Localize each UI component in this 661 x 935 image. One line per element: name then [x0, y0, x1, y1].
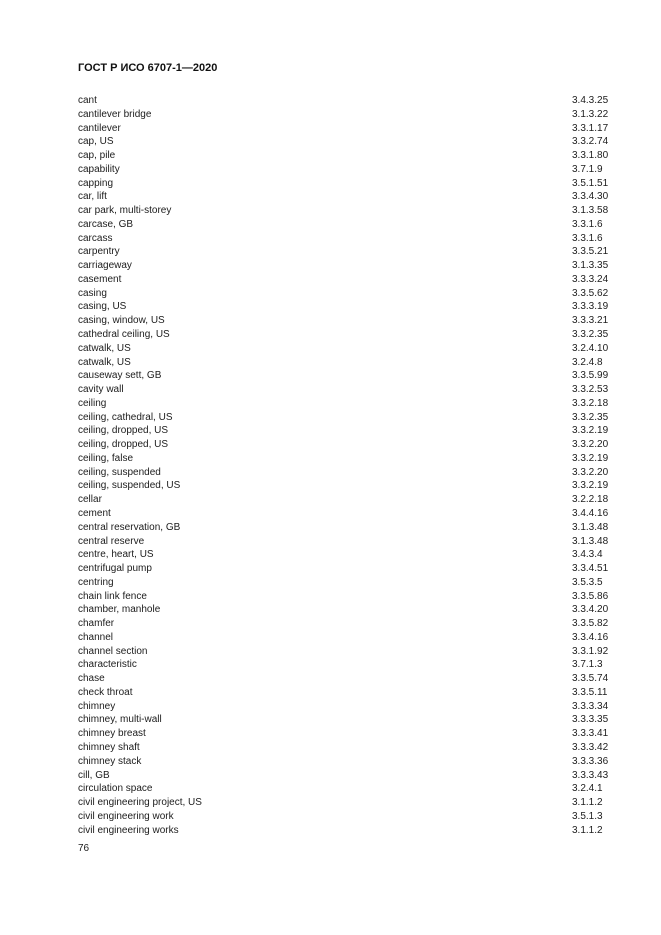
entry-term: capability — [78, 163, 120, 175]
entry-reference-number: 3.3.3.19 — [572, 301, 609, 313]
entry-term: cap, US — [78, 136, 114, 148]
entry-term: car park, multi-storey — [78, 205, 172, 217]
index-entry — [78, 411, 610, 425]
index-entry — [78, 163, 610, 177]
index-entry — [78, 259, 610, 273]
entry-reference-number: 3.3.4.16 — [572, 631, 609, 643]
index-entry — [78, 383, 610, 397]
entry-reference-number: 3.3.3.41 — [572, 728, 609, 740]
index-entry — [78, 273, 610, 287]
index-entry — [78, 328, 610, 342]
entry-reference-number: 3.3.3.35 — [572, 714, 609, 726]
entry-term: circulation space — [78, 783, 153, 795]
index-entry — [78, 218, 610, 232]
entry-reference-number: 3.5.3.5 — [572, 576, 603, 588]
entry-term: carpentry — [78, 246, 120, 258]
entry-term: characteristic — [78, 659, 137, 671]
entry-term: central reserve — [78, 535, 145, 547]
index-entry — [78, 548, 610, 562]
index-entry — [78, 521, 610, 535]
entry-term: casement — [78, 273, 122, 285]
entry-reference-number: 3.3.3.43 — [572, 769, 609, 781]
entry-reference-number: 3.5.1.51 — [572, 177, 609, 189]
entry-term: ceiling, dropped, US — [78, 439, 169, 451]
index-entry — [78, 810, 610, 824]
index-entry — [78, 824, 610, 838]
index-entry — [78, 576, 610, 590]
index-entry — [78, 493, 610, 507]
index-entry — [78, 342, 610, 356]
entry-reference-number: 3.2.4.8 — [572, 356, 603, 368]
entry-reference-number: 3.3.2.19 — [572, 480, 609, 492]
entry-term: cap, pile — [78, 150, 116, 162]
entry-term: ceiling — [78, 397, 107, 409]
index-entry — [78, 727, 610, 741]
entry-reference-number: 3.7.1.3 — [572, 659, 603, 671]
index-entry — [78, 452, 610, 466]
entry-term: centre, heart, US — [78, 549, 154, 561]
entry-reference-number: 3.4.3.4 — [572, 549, 603, 561]
index-entry — [78, 135, 610, 149]
index-entry — [78, 672, 610, 686]
entry-term: chamber, manhole — [78, 604, 161, 616]
index-entry — [78, 603, 610, 617]
entry-reference-number: 3.3.1.92 — [572, 645, 609, 657]
entry-reference-number: 3.3.2.35 — [572, 329, 609, 341]
entry-term: ceiling, suspended, US — [78, 480, 181, 492]
entry-reference-number: 3.7.1.9 — [572, 163, 603, 175]
entry-term: central reservation, GB — [78, 521, 181, 533]
entry-term: civil engineering project, US — [78, 797, 202, 809]
entry-reference-number: 3.3.2.53 — [572, 384, 609, 396]
entry-term: ceiling, false — [78, 452, 134, 464]
index-entry — [78, 741, 610, 755]
entry-reference-number: 3.3.5.86 — [572, 590, 609, 602]
page-number: 76 — [78, 843, 90, 854]
entry-term: civil engineering works — [78, 824, 179, 836]
entry-term: chase — [78, 673, 105, 685]
entry-reference-number: 3.3.3.24 — [572, 273, 609, 285]
entry-term: ceiling, cathedral, US — [78, 411, 173, 423]
entry-term: cellar — [78, 494, 102, 506]
index-entry — [78, 507, 610, 521]
entry-term: channel — [78, 631, 114, 643]
entry-reference-number: 3.3.3.21 — [572, 315, 609, 327]
index-entry — [78, 204, 610, 218]
index-entry — [78, 287, 610, 301]
entry-term: casing, window, US — [78, 315, 165, 327]
entry-term: chimney shaft — [78, 741, 140, 753]
entry-reference-number: 3.5.1.3 — [572, 810, 603, 822]
entry-reference-number: 3.1.3.58 — [572, 205, 609, 217]
entry-reference-number: 3.1.3.48 — [572, 535, 609, 547]
index-entry — [78, 122, 610, 136]
entry-term: causeway sett, GB — [78, 370, 162, 382]
entry-term: chimney, multi-wall — [78, 714, 162, 726]
index-entry — [78, 356, 610, 370]
entry-term: cant — [78, 95, 97, 106]
entry-reference-number: 3.3.2.35 — [572, 411, 609, 423]
entry-reference-number: 3.3.1.6 — [572, 232, 603, 244]
entry-reference-number: 3.3.3.42 — [572, 741, 609, 753]
entry-reference-number: 3.3.3.36 — [572, 755, 609, 767]
entry-reference-number: 3.1.3.22 — [572, 108, 609, 120]
entry-term: chimney breast — [78, 728, 146, 740]
index-entry — [78, 686, 610, 700]
index-entry — [78, 769, 610, 783]
entry-term: carcass — [78, 232, 113, 244]
entry-term: catwalk, US — [78, 356, 131, 368]
entry-term: channel section — [78, 645, 148, 657]
index-entry — [78, 479, 610, 493]
entry-reference-number: 3.3.5.99 — [572, 370, 609, 382]
entry-reference-number: 3.1.3.35 — [572, 260, 609, 272]
index-entry — [78, 535, 610, 549]
index-entry — [78, 782, 610, 796]
entry-term: ceiling, suspended — [78, 466, 161, 478]
entry-reference-number: 3.3.5.74 — [572, 673, 609, 685]
index-entry — [78, 713, 610, 727]
entry-reference-number: 3.2.4.1 — [572, 783, 603, 795]
entry-reference-number: 3.3.5.21 — [572, 246, 609, 258]
entry-term: chimney — [78, 700, 116, 712]
entry-reference-number: 3.3.1.80 — [572, 150, 609, 162]
entry-reference-number: 3.2.2.18 — [572, 494, 609, 506]
entry-term: cantilever — [78, 122, 121, 134]
entry-reference-number: 3.4.4.16 — [572, 507, 609, 519]
entry-term: centrifugal pump — [78, 563, 152, 575]
entry-reference-number: 3.1.1.2 — [572, 824, 603, 836]
index-entry — [78, 149, 610, 163]
entry-term: casing, US — [78, 301, 127, 313]
index-entry — [78, 94, 610, 108]
entry-term: cill, GB — [78, 769, 110, 781]
document-standard-title: ГОСТ Р ИСО 6707-1—2020 — [78, 62, 218, 74]
entry-term: cathedral ceiling, US — [78, 329, 170, 341]
index-entry — [78, 397, 610, 411]
index-entry — [78, 796, 610, 810]
index-entry — [78, 658, 610, 672]
entry-reference-number: 3.3.4.20 — [572, 604, 609, 616]
entry-term: cantilever bridge — [78, 108, 152, 120]
entry-reference-number: 3.3.2.20 — [572, 439, 609, 451]
index-entry — [78, 700, 610, 714]
entry-term: carriageway — [78, 260, 132, 272]
index-entry — [78, 300, 610, 314]
index-entry — [78, 562, 610, 576]
index-entry — [78, 108, 610, 122]
index-entry — [78, 177, 610, 191]
index-entry — [78, 617, 610, 631]
index-entry — [78, 232, 610, 246]
index-entry — [78, 369, 610, 383]
entry-reference-number: 3.3.1.6 — [572, 218, 603, 230]
entry-term: civil engineering work — [78, 810, 174, 822]
entry-reference-number: 3.1.1.2 — [572, 797, 603, 809]
entry-term: casing — [78, 287, 107, 299]
entry-term: chain link fence — [78, 590, 147, 602]
entry-reference-number: 3.3.5.11 — [572, 686, 608, 698]
entry-reference-number: 3.3.4.30 — [572, 191, 609, 203]
index-entry — [78, 424, 610, 438]
entry-term: car, lift — [78, 191, 107, 203]
entry-reference-number: 3.3.5.82 — [572, 618, 609, 630]
entry-term: carcase, GB — [78, 218, 134, 230]
entry-reference-number: 3.4.3.25 — [572, 95, 609, 106]
index-entry — [78, 314, 610, 328]
entry-reference-number: 3.3.2.19 — [572, 425, 609, 437]
index-entry — [78, 755, 610, 769]
entry-reference-number: 3.3.4.51 — [572, 563, 609, 575]
index-entry — [78, 466, 610, 480]
entry-term: capping — [78, 177, 114, 189]
entry-reference-number: 3.3.2.18 — [572, 397, 609, 409]
entry-term: catwalk, US — [78, 342, 131, 354]
alphabetical-index-list — [78, 94, 610, 837]
entry-reference-number: 3.3.2.74 — [572, 136, 609, 148]
entry-reference-number: 3.3.1.17 — [572, 122, 609, 134]
entry-reference-number: 3.1.3.48 — [572, 521, 609, 533]
entry-reference-number: 3.3.5.62 — [572, 287, 609, 299]
index-entry — [78, 590, 610, 604]
index-entry — [78, 631, 610, 645]
entry-term: cavity wall — [78, 384, 124, 396]
entry-term: chimney stack — [78, 755, 142, 767]
entry-term: centring — [78, 576, 114, 588]
index-entry — [78, 645, 610, 659]
entry-term: chamfer — [78, 618, 115, 630]
entry-reference-number: 3.2.4.10 — [572, 342, 609, 354]
index-entry — [78, 245, 610, 259]
entry-term: check throat — [78, 686, 133, 698]
entry-term: cement — [78, 507, 111, 519]
entry-reference-number: 3.3.2.19 — [572, 452, 609, 464]
index-entry — [78, 438, 610, 452]
entry-reference-number: 3.3.2.20 — [572, 466, 609, 478]
entry-reference-number: 3.3.3.34 — [572, 700, 609, 712]
entry-term: ceiling, dropped, US — [78, 425, 169, 437]
index-entry — [78, 190, 610, 204]
